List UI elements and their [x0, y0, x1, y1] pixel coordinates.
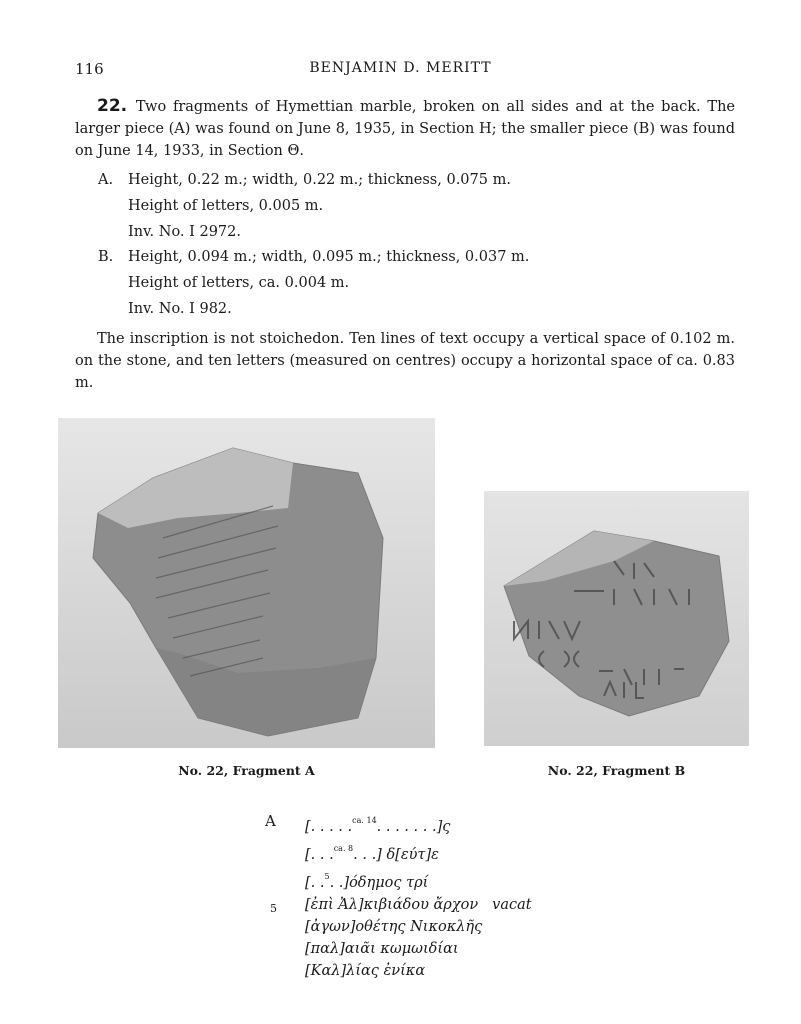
fragment-b-photo: [484, 491, 749, 746]
meas-label-a: A.: [98, 172, 114, 188]
fragment-a-photo: [58, 418, 435, 748]
meas-b-letters: Height of letters, ca. 0.004 m.: [128, 275, 350, 291]
inscription-line-4: [ἐπὶ Ἀλ]κιβιάδου ἄρχον vacat: [305, 897, 532, 913]
meas-b-dimensions: Height, 0.094 m.; width, 0.095 m.; thickness, 0.037 m.: [128, 249, 530, 265]
measurements-b: [98, 244, 529, 322]
meas-a-inv: Inv. No. I 2972.: [128, 224, 241, 240]
meas-label-b: B.: [98, 249, 114, 265]
inscription-text: [305, 810, 532, 982]
meas-b-inv: Inv. No. I 982.: [128, 301, 232, 317]
measurements-a: [98, 167, 511, 245]
fragment-label: A: [265, 812, 276, 830]
entry-number: 22.: [97, 96, 128, 116]
stone-fragment-b-image: [484, 491, 749, 746]
stone-fragment-a-image: [58, 418, 435, 748]
caption-fragment-b: No. 22, Fragment B: [547, 763, 686, 778]
caption-fragment-a: No. 22, Fragment A: [178, 763, 315, 778]
intro-paragraph: [75, 95, 735, 162]
inscription-line-5: [ἀγων]οθέτης Νικοκλῆς: [305, 919, 483, 935]
page-number: 116: [75, 60, 104, 78]
inscription-line-1: [. . . . .$^{ca. 14}$. . . . . . .]ς: [305, 816, 451, 835]
inscription-line-7: [Καλ]λίας ἐνίκα: [305, 963, 426, 979]
description-paragraph: The inscription is not stoichedon. Ten lines of text occupy a vertical space of 0.102 m. on the stone, and ten letters (measured on centres) occupy a horizontal space of ca. 0.83 m.: [75, 331, 735, 391]
running-head: BENJAMIN D. MERITT: [309, 60, 492, 76]
meas-a-dimensions: Height, 0.22 m.; width, 0.22 m.; thickness, 0.075 m.: [128, 172, 511, 188]
line-number: 5: [270, 902, 277, 915]
intro-text: Two fragments of Hymettian marble, broken on all sides and at the back. The larger piece (A) was found on June 8, 1935, in Section H; the smaller piece (B) was found on June 14, 1933, in Section Θ.: [75, 99, 735, 159]
meas-a-letters: Height of letters, 0.005 m.: [128, 198, 324, 214]
inscription-line-2: [. . .$^{ca. 8}$. . .] δ[εύτ]ε: [305, 844, 439, 863]
inscription-line-3: [. .$^5$. .]όδημος τρί: [305, 872, 429, 891]
inscription-line-6: [παλ]αιᾶι κωμωιδίαι: [305, 941, 459, 957]
